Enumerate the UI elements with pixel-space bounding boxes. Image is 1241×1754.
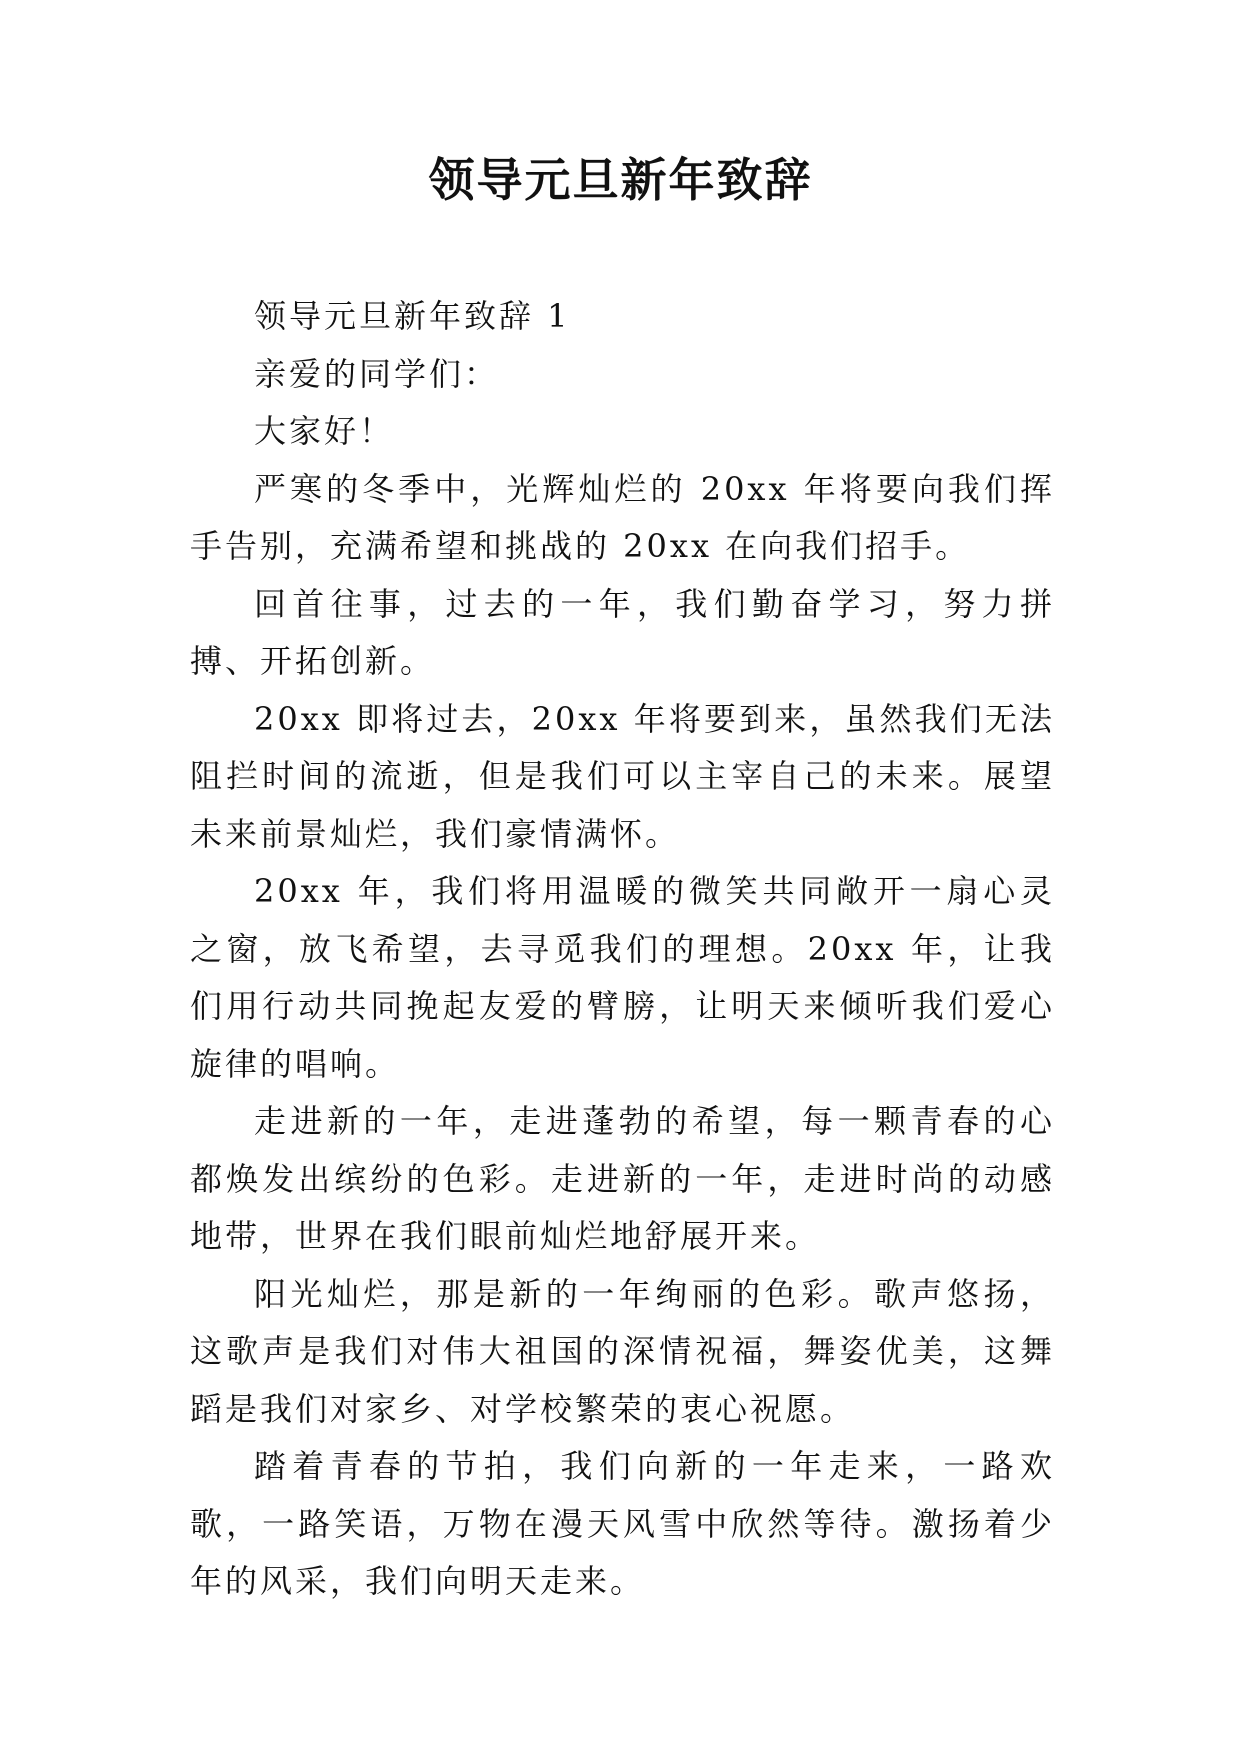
paragraph: 踏着青春的节拍，我们向新的一年走来，一路欢歌，一路笑语，万物在漫天风雪中欣然等待。激扬着少年的风采，我们向明天走来。 xyxy=(190,1447,1055,1600)
paragraph: 严寒的冬季中，光辉灿烂的 20xx 年将要向我们挥手告别，充满希望和挑战的 20xx 在向我们招手。 xyxy=(190,469,1055,565)
paragraph: 回首往事，过去的一年，我们勤奋学习，努力拼搏、开拓创新。 xyxy=(190,584,1055,680)
paragraph: 阳光灿烂，那是新的一年绚丽的色彩。歌声悠扬，这歌声是我们对伟大祖国的深情祝福，舞姿优美，这舞蹈是我们对家乡、对学校繁荣的衷心祝愿。 xyxy=(190,1274,1055,1428)
paragraph: 20xx 即将过去，20xx 年将要到来，虽然我们无法阻拦时间的流逝，但是我们可以主宰自己的未来。展望未来前景灿烂，我们豪情满怀。 xyxy=(190,699,1055,853)
salutation: 亲爱的同学们： xyxy=(254,354,500,393)
paragraph: 20xx 年，我们将用温暖的微笑共同敞开一扇心灵之窗，放飞希望，去寻觅我们的理想。20xx 年，让我们用行动共同挽起友爱的臂膀，让明天来倾听我们爱心旋律的唱响。 xyxy=(190,872,1055,1083)
document-title: 领导元旦新年致辞 xyxy=(428,153,813,207)
greeting: 大家好！ xyxy=(254,412,395,450)
section-heading: 领导元旦新年致辞 1 xyxy=(254,297,571,335)
document-body xyxy=(190,288,1055,1611)
paragraph: 走进新的一年，走进蓬勃的希望，每一颗青春的心都焕发出缤纷的色彩。走进新的一年，走进时尚的动感地带，世界在我们眼前灿烂地舒展开来。 xyxy=(190,1102,1055,1255)
